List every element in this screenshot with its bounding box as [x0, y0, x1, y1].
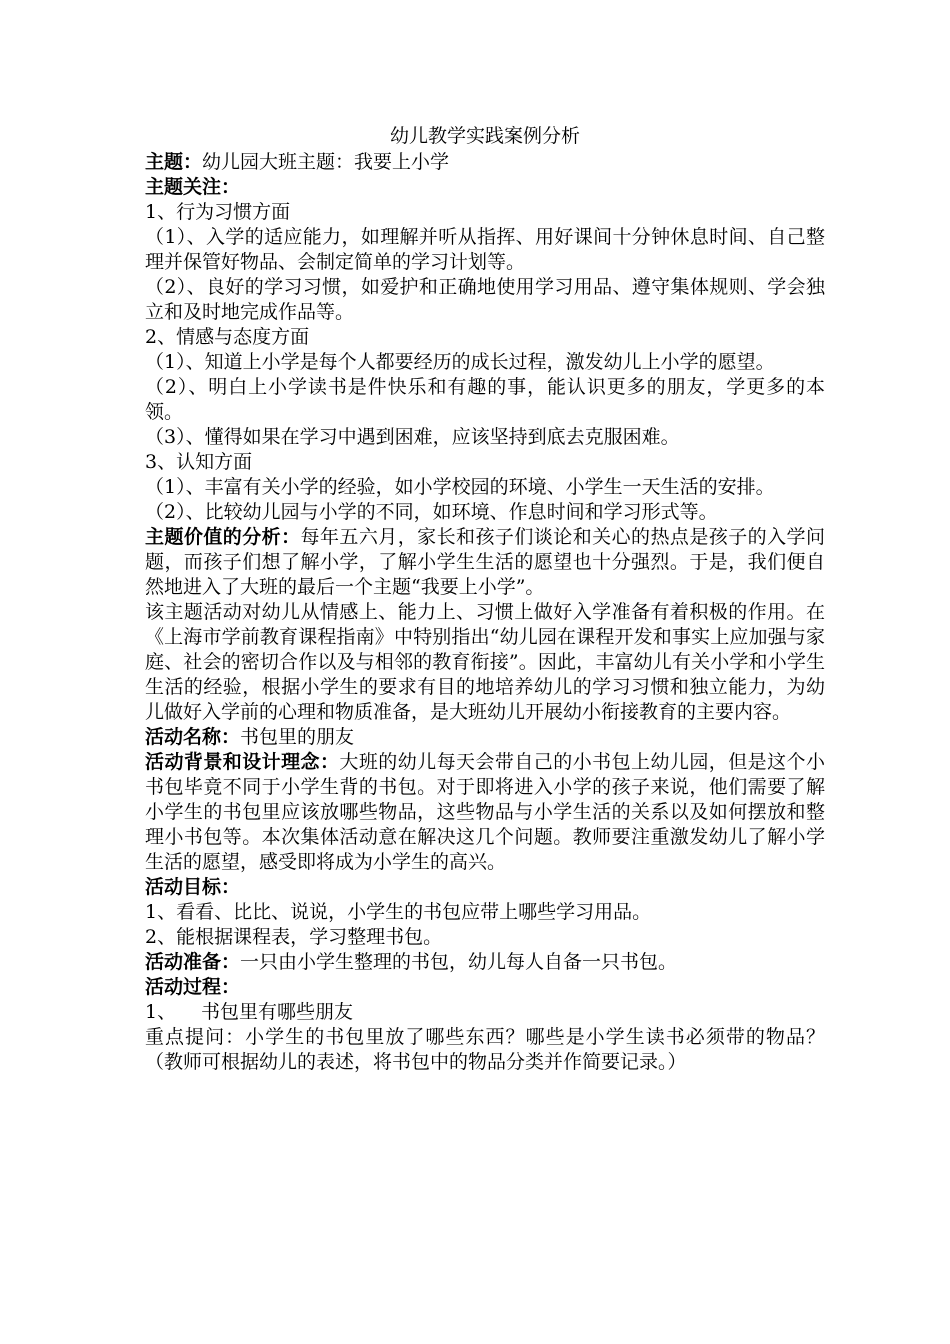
section-2-heading: 2、情感与态度方面 [145, 326, 310, 348]
prep-line [145, 950, 825, 975]
section-2-item-3: （3）、懂得如果在学习中遇到困难，应该坚持到底去克服困难。 [145, 426, 680, 448]
background-label: 活动背景和设计理念： [145, 751, 340, 773]
theme-value: 幼儿园大班主题：我要上小学 [202, 151, 450, 173]
value-paragraph-1 [145, 525, 825, 600]
theme-label: 主题： [145, 151, 203, 173]
document-body [145, 122, 825, 1075]
activity-name-label: 活动名称： [145, 726, 241, 748]
section-1-item-2: （2）、良好的学习习惯，如爱护和正确地使用学习用品、遵守集体规则、学会独立和及时地完成作品等。 [145, 276, 825, 323]
prep-value: 一只由小学生整理的书包，幼儿每人自备一只书包。 [240, 951, 678, 973]
activity-name-line [145, 725, 825, 750]
value-label: 主题价值的分析： [145, 526, 301, 548]
goals-label: 活动目标： [145, 876, 241, 898]
section-3-heading: 3、认知方面 [145, 451, 253, 473]
value-paragraph-2: 该主题活动对幼儿从情感上、能力上、习惯上做好入学准备有着积极的作用。在《上海市学前教育课程指南》中特别指出“幼儿园在课程开发和事实上应加强与家庭、社会的密切合作以及与相邻的教育衔接”。因此，丰富幼儿有关小学和小学生生活的经验，根据小学生的要求有目的地培养幼儿的学习习惯和独立能力，为幼儿做好入学前的心理和物质准备，是大班幼儿开展幼小衔接教育的主要内容。 [145, 601, 825, 723]
process-label: 活动过程： [145, 976, 241, 998]
section-2-item-1: （1）、知道上小学是每个人都要经历的成长过程，激发幼儿上小学的愿望。 [145, 351, 775, 373]
process-step-1-number: 1、 [145, 1001, 177, 1023]
value-text-1: 每年五六月，家长和孩子们谈论和关心的热点是孩子的入学问题，而孩子们想了解小学，了解小学生生活的愿望也十分强烈。于是，我们便自然地进入了大班的最后一个主题“我要上小学”。 [145, 526, 825, 598]
process-step-1 [145, 1000, 825, 1025]
section-3-item-1: （1）、丰富有关小学的经验，如小学校园的环境、小学生一天生活的安排。 [145, 476, 775, 498]
document-title: 幼儿教学实践案例分析 [389, 125, 580, 147]
section-1-heading: 1、行为习惯方面 [145, 201, 291, 223]
goal-1: 1、看看、比比、说说，小学生的书包应带上哪些学习用品。 [145, 901, 652, 923]
background-paragraph [145, 750, 825, 875]
goal-2: 2、能根据课程表，学习整理书包。 [145, 926, 443, 948]
theme-line [145, 150, 825, 175]
section-1-item-1: （1）、入学的适应能力，如理解并听从指挥、用好课间十分钟休息时间、自己整理并保管好物品、会制定简单的学习计划等。 [145, 226, 825, 273]
section-3-item-2: （2）、比较幼儿园与小学的不同，如环境、作息时间和学习形式等。 [145, 501, 718, 523]
background-text: 大班的幼儿每天会带自己的小书包上幼儿园，但是这个小书包毕竟不同于小学生背的书包。对于即将进入小学的孩子来说，他们需要了解小学生的书包里应该放哪些物品，这些物品与小学生活的关系以及如何摆放和整理小书包等。本次集体活动意在解决这几个问题。教师要注重激发幼儿了解小学生活的愿望，感受即将成为小学生的高兴。 [145, 751, 825, 873]
section-2-item-2: （2）、明白上小学读书是件快乐和有趣的事，能认识更多的朋友，学更多的本领。 [145, 376, 825, 423]
focus-label: 主题关注： [145, 176, 241, 198]
activity-name-value: 书包里的朋友 [240, 726, 355, 748]
prep-label: 活动准备： [145, 951, 241, 973]
process-step-1-text: 书包里有哪些朋友 [201, 1001, 354, 1023]
process-question: 重点提问：小学生的书包里放了哪些东西？哪些是小学生读书必须带的物品？（教师可根据幼儿的表述，将书包中的物品分类并作简要记录。） [145, 1026, 825, 1073]
